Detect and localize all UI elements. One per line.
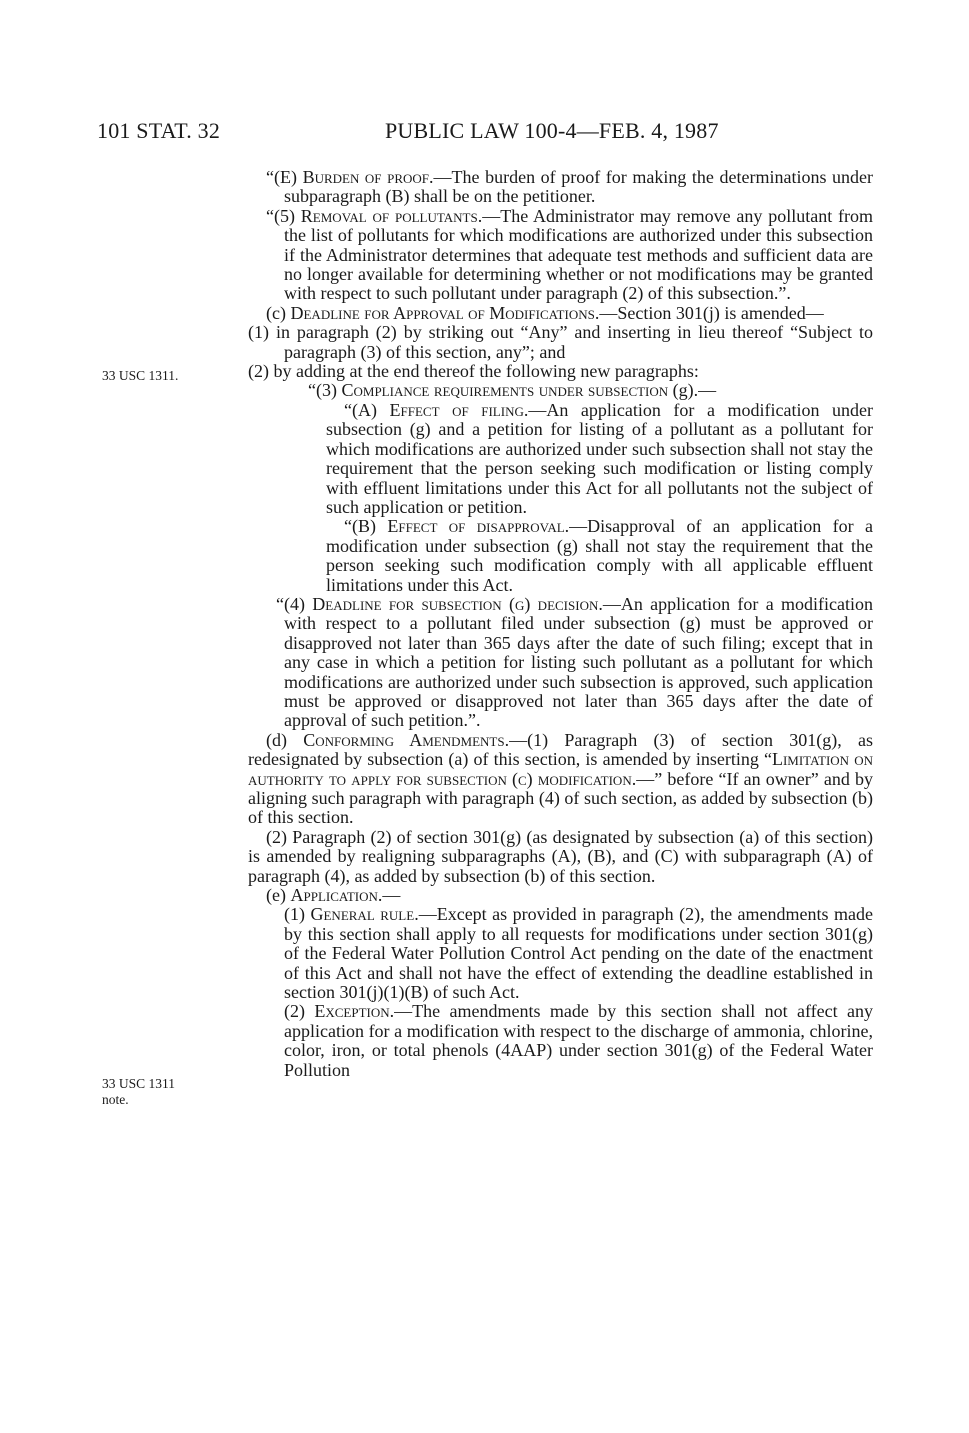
document-body bbox=[248, 168, 873, 1080]
para-c-deadline: (c) Deadline for Approval of Modifications.—Section 301(j) is amended— bbox=[266, 302, 824, 323]
para-d-2: (2) Paragraph (2) of section 301(g) (as designated by subsection (a) of this section) is amended by realigning subparagraphs (A), (B), and (C) with subparagraph (A) of paragraph (4), as added by subsection (b) of this section. bbox=[248, 826, 873, 886]
margin-note-note: note. bbox=[102, 1092, 129, 1107]
page-stat-number: 101 STAT. 32 bbox=[97, 118, 221, 143]
margin-note-usc: 33 USC 1311. bbox=[102, 368, 179, 383]
para-d-conforming-amendments: (d) Conforming Amendments.—(1) Paragraph (3) of section 301(g), as redesignated by subsection (a) of this section, is amended by inserting “Limitation on authority to apply for subsection (c) modification.—” before “If an owner” and by aligning such paragraph with paragraph (4) of such section, as added by subsection (b) of this section. bbox=[248, 729, 874, 828]
para-4-deadline-subsection-g: “(4) Deadline for subsection (g) decision.—An application for a modification with respect to a pollutant filed under subsection (g) must be approved or disapproved not later than 365 days after the date of such filing; except that in any case in which a petition for listing such pollutant as a pollutant for which modifications are authorized under such subsection is approved, such application must be approved or disapproved not later than 365 days after the date of approval of such petition.”. bbox=[276, 593, 873, 731]
running-header: PUBLIC LAW 100-4—FEB. 4, 1987 bbox=[385, 118, 719, 143]
para-5-removal-of-pollutants: “(5) Removal of pollutants.—The Administrator may remove any pollutant from the list of pollutants for which modifications are authorized under this subsection if the Administrator determines that adequate test methods and sufficient data are no longer available for determining whether or not modifications may be granted with respect to such pollutant under paragraph (2) of this subsection.”. bbox=[266, 205, 873, 304]
para-e-1-general-rule: (1) General rule.—Except as provided in paragraph (2), the amendments made by this section shall apply to all requests for modifications under section 301(g) of the Federal Water Pollution Control Act pending on the date of the enactment of this Act and shall not have the effect of extending the deadline established in section 301(j)(1)(B) of such Act. bbox=[284, 904, 873, 1003]
para-c-2: (2) by adding at the end thereof the following new paragraphs: bbox=[248, 361, 699, 382]
margin-note-usc-2: 33 USC 1311 bbox=[102, 1076, 176, 1091]
para-e-2-exception: (2) Exception.—The amendments made by this section shall not affect any application for a modification with respect to the discharge of ammonia, chlorine, color, iron, or total phenols (4AAP) under section 301(g) of the Federal Water Pollution bbox=[284, 1001, 873, 1080]
para-a-effect-of-filing: “(A) Effect of filing.—An application for a modification under subsection (g) and a petition for listing of a pollutant as a pollutant for which modifications are authorized under such subsection shall not stay the requirement that the person seeking such modification or listing comply with effluent limitations under this Act for all pollutants not the subject of such application or petition. bbox=[326, 399, 873, 517]
para-3-compliance: “(3) Compliance requirements under subsection (g).— bbox=[308, 380, 717, 401]
para-e-application: (e) Application.— bbox=[266, 885, 401, 906]
para-e-burden-of-proof: “(E) Burden of proof.—The burden of proof for making the determinations under subparagraph (B) shall be on the petitioner. bbox=[266, 167, 874, 207]
para-b-effect-of-disapproval: “(B) Effect of disapproval.—Disapproval of an application for a modification under subsection (g) shall not stay the requirement that the person seeking such modification comply with all applicable effluent limitations under this Act. bbox=[326, 516, 873, 595]
para-c-1: (1) in paragraph (2) by striking out “Any” and inserting in lieu thereof “Subject to paragraph (3) of this section, any”; and bbox=[248, 322, 873, 362]
